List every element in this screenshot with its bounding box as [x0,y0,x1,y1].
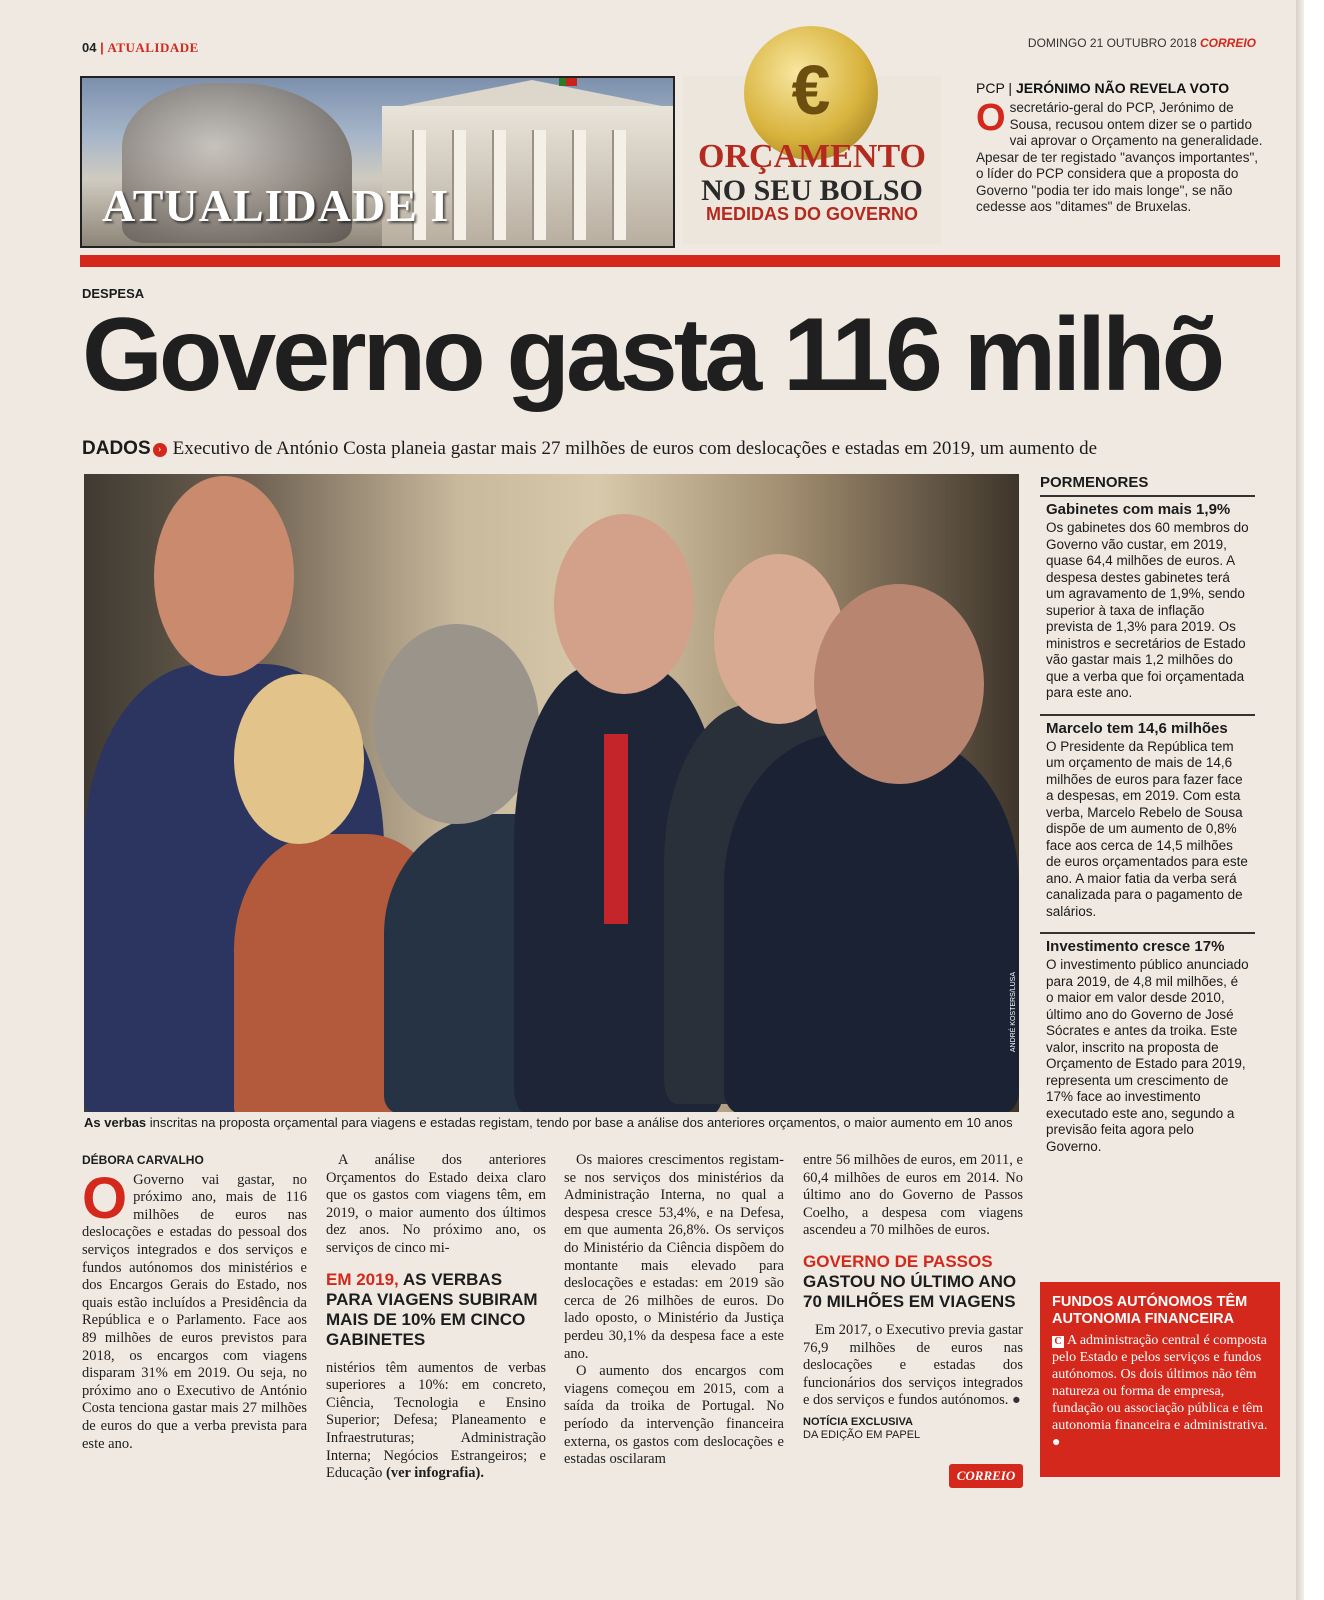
deck-label: DADOS [82,438,151,459]
subhead-1-text: AS VERBAS PARA VIAGENS SUBIRAM MAIS DE 10% EM CINCO GABINETES [326,1269,538,1349]
column-image [452,130,466,240]
badge-line1: ORÇAMENTO [698,138,926,175]
column-3-text-a: Os maiores crescimentos registam-se nos serviços dos ministérios da Administração Interna, no qual a despesa cresce 53,4%, e na Defesa, em que aumenta 26,8%. Os serviços do Ministério da Ciência dispõem do montante mais elevado para deslocações e estadas: em 2019 são cerca de 26 milhões de euros. Do lado oposto, o Ministério da Justiça perdeu 30,1% da despesa face a este ano. [564,1152,784,1362]
fundos-title: FUNDOS AUTÓNOMOS TÊM AUTONOMIA FINANCEIRA [1052,1294,1248,1327]
photo-caption [84,1115,1019,1130]
sidebar-item [1040,495,1255,710]
red-tie-image [604,734,628,924]
column-4-text-a: entre 56 milhões de euros, em 2011, e 60,4 milhões de euros em 2014. No último ano do Governo de Passos Coelho, a despesa com viagens ascendeu a 70 milhões de euros. [803,1152,1023,1239]
article-column-1 [82,1152,307,1453]
person-head-image [814,584,984,784]
badge-line3: MEDIDAS DO GOVERNO [705,204,919,224]
fundos-text: A administração central é composta pelo Estado e pelos serviços e fundos autónomos. Os dois últimos não têm natureza ou forma de empresa, fundação ou associação pública e têm autonomia financeira e administrativa. [1052,1333,1268,1433]
details-sidebar [1040,474,1255,1163]
sidebar-item-title: Gabinetes com mais 1,9% [1046,501,1231,518]
person-head-image [154,476,294,676]
issue-date [1028,36,1256,50]
person-head-image [234,674,364,844]
column-2-text-a: A análise dos anteriores Orçamentos do Estado deixa claro que os gastos com viagens têm, em 2019, o maior aumento dos últimos dez anos. No próximo ano, os serviços de cinco mi- [326,1152,546,1256]
person-head-image [374,624,539,824]
deck-text: Executivo de António Costa planeia gastar mais 27 milhões de euros com deslocações e estadas em 2019, um aumento de [172,438,1098,459]
article-photo [84,474,1019,1112]
correio-logo: CORREIO [949,1464,1023,1488]
sidebar-item-text: O investimento público anunciado para 2019, de 4,8 mil milhões, é o maior em valor desde 2010, último ano do Governo de José Sócrates e antes da troika. Este valor, inscrito na proposta de Orçamento de Estado para 2019, representa um crescimento de 17% face ao investimento executado este ano, segundo a previsão feita agora pelo Governo. [1046,957,1249,1154]
date-text: DOMINGO 21 OUTUBRO 2018 [1027,36,1197,50]
article-column-4: entre 56 milhões de euros, em 2011, e 60,4 milhões de euros em 2014. No último ano do Governo de Passos Coelho, a despesa com viagens ascendeu a 70 milhões de euros. GOVERNO DE PASSOS GASTOU NO ÚLTIMO ANO 70 MILHÕES EM VIAGENS Em 2017, o Executivo previa gastar 76,9 milhões de euros nas deslocações e estadas dos funcionários dos serviços integrados e dos serviços e fundos autónomos. ● NOTÍCIA EXCLUSIVA DA EDIÇÃO EM PAPEL CORREIO [803,1152,1023,1442]
c-marker-icon: C [1052,1336,1064,1348]
column-image [612,130,626,240]
sidebar-heading: PORMENORES [1040,474,1149,491]
column-1-text: Governo vai gastar, no próximo ano, mais de 116 milhões de euros nas deslocações e estadas do pessoal dos serviços integrados e dos serviços e fundos autónomos dos ministérios e dos Encargos Gerais do Estado, nos quais estão incluídos a Presidência da República e o Parlamento. Face aos 89 milhões de euros previstos para 2018, os encargos com viagens disparam 31% em 2019. Ou seja, no próximo ano o Executivo de António Costa tenciona gastar mais 27 milhões de euros do que a verba prevista para este ano. [82,1171,307,1452]
article-deck [82,438,1278,460]
column-2-text-b: nistérios têm aumentos de verbas superiores a 10%: em concreto, Ciência, Tecnologia e Ensino Superior; Defesa; Planeamento e Infraestruturas; Administração Interna; Negócios Estrangeiros; e Educação [326,1359,546,1482]
photo-credit: ANDRÉ KOSTERS/LUSA [1010,971,1017,1052]
pcp-text [976,97,1266,216]
column-image [572,130,586,240]
sidebar-item-text: O Presidente da República tem um orçamento de mais de 14,6 milhões de euros para fazer face a despesas, em 2019. Com esta verba, Marcelo Rebelo de Sousa dispõe de um aumento de 0,8% face aos cerca de 14,5 milhões de euros orçamentados para este ano. A maior fatia da verba será canalizada para o pagamento de salários. [1046,738,1248,919]
banner-title: ATUALIDADE I [102,180,450,231]
article-headline: Governo gasta 116 milhõ [82,297,1222,413]
pcp-body: secretário-geral do PCP, Jerónimo de Sousa, recusou ontem dizer se o partido vai aprovar o Orçamento na generalidade. Apesar de ter registado "avanços importantes", o líder do PCP considera que a proposta do Governo "podia ter ido mais longe", se não cedesse aos "ditames" de Bruxelas. [976,100,1263,214]
subhead-2-text: GASTOU NO ÚLTIMO ANO 70 MILHÕES EM VIAGENS [803,1271,1017,1311]
page-number: 04 [82,40,97,55]
pcp-tag: PCP | [976,80,1013,96]
article-column-2 [326,1152,546,1483]
exclusive-note [803,1416,1023,1442]
fundos-box: FUNDOS AUTÓNOMOS TÊM AUTONOMIA FINANCEIRA C A administração central é composta pelo Estado e pelos serviços e fundos autónomos. Os dois últimos não têm natureza ou forma de empresa, fundação ou associação pública e têm autonomia financeira e administrativa. ● [1040,1282,1280,1477]
pcp-title: JERÓNIMO NÃO REVELA VOTO [1015,80,1230,96]
section-banner [80,76,675,248]
column-image [492,130,506,240]
infographic-ref: (ver infografia). [385,1465,484,1482]
arrow-right-icon: › [153,443,167,457]
article-dropcap: O [82,1165,128,1231]
person-suit-image [724,734,1019,1112]
subhead-1-red: EM 2019, [326,1269,399,1289]
sidebar-item [1040,932,1255,1163]
subhead-2-red: GOVERNO DE PASSOS [803,1251,993,1271]
caption-text: inscritas na proposta orçamental para viagens e estadas registam, tendo por base a análise dos anteriores orçamentos, o maior aumento em 10 anos [149,1115,1013,1130]
column-4-text-b: Em 2017, o Executivo previa gastar 76,9 milhões de euros nas deslocações e estadas dos funcionários dos serviços integrados e dos serviços e fundos autónomos. [803,1321,1023,1409]
person-head-image [554,514,694,694]
sidebar-item-title: Marcelo tem 14,6 milhões [1046,719,1228,737]
exclusive-label: NOTÍCIA EXCLUSIVA [803,1415,914,1428]
exclusive-sub: DA EDIÇÃO EM PAPEL [803,1428,921,1441]
subhead-1 [326,1270,546,1350]
euro-symbol: € [791,51,831,129]
caption-lead: As verbas [84,1115,147,1130]
sidebar-item [1040,714,1255,929]
sidebar-item-text: Os gabinetes dos 60 membros do Governo vão custar, em 2019, quase 64,4 milhões de euros. A despesa destes gabinetes terá um agravamento de 1,9%, sendo superior à taxa de inflação prevista de 1,3% para 2019. Os ministros e secretários de Estado vão gastar mais 1,2 milhões do que a verba que foi orçamentada para este ano. [1046,520,1249,700]
subhead-2 [803,1252,1023,1312]
article-author: DÉBORA CARVALHO [82,1153,204,1167]
sidebar-item-title: Investimento cresce 17% [1046,938,1225,955]
badge-line2: NO SEU BOLSO [701,174,923,207]
column-3-text-b: O aumento dos encargos com viagens começou em 2015, com a saída da troika de Portugal. No período da intervenção financeira externa, os gastos com deslocações e estadas oscilaram [564,1363,784,1468]
pcp-headline [976,80,1266,96]
section-label: 04 | ATUALIDADE [82,40,199,55]
article-column-3 [564,1152,784,1469]
pcp-brief [976,80,1266,216]
article-kicker: DESPESA [82,286,145,301]
budget-badge [682,51,942,244]
section-name: ATUALIDADE [107,40,199,55]
flag-icon [559,76,577,86]
brand-logo: CORREIO [1199,36,1256,50]
divider-bar [80,255,1280,267]
column-image [532,130,546,240]
pcp-dropcap: O [976,97,1006,139]
